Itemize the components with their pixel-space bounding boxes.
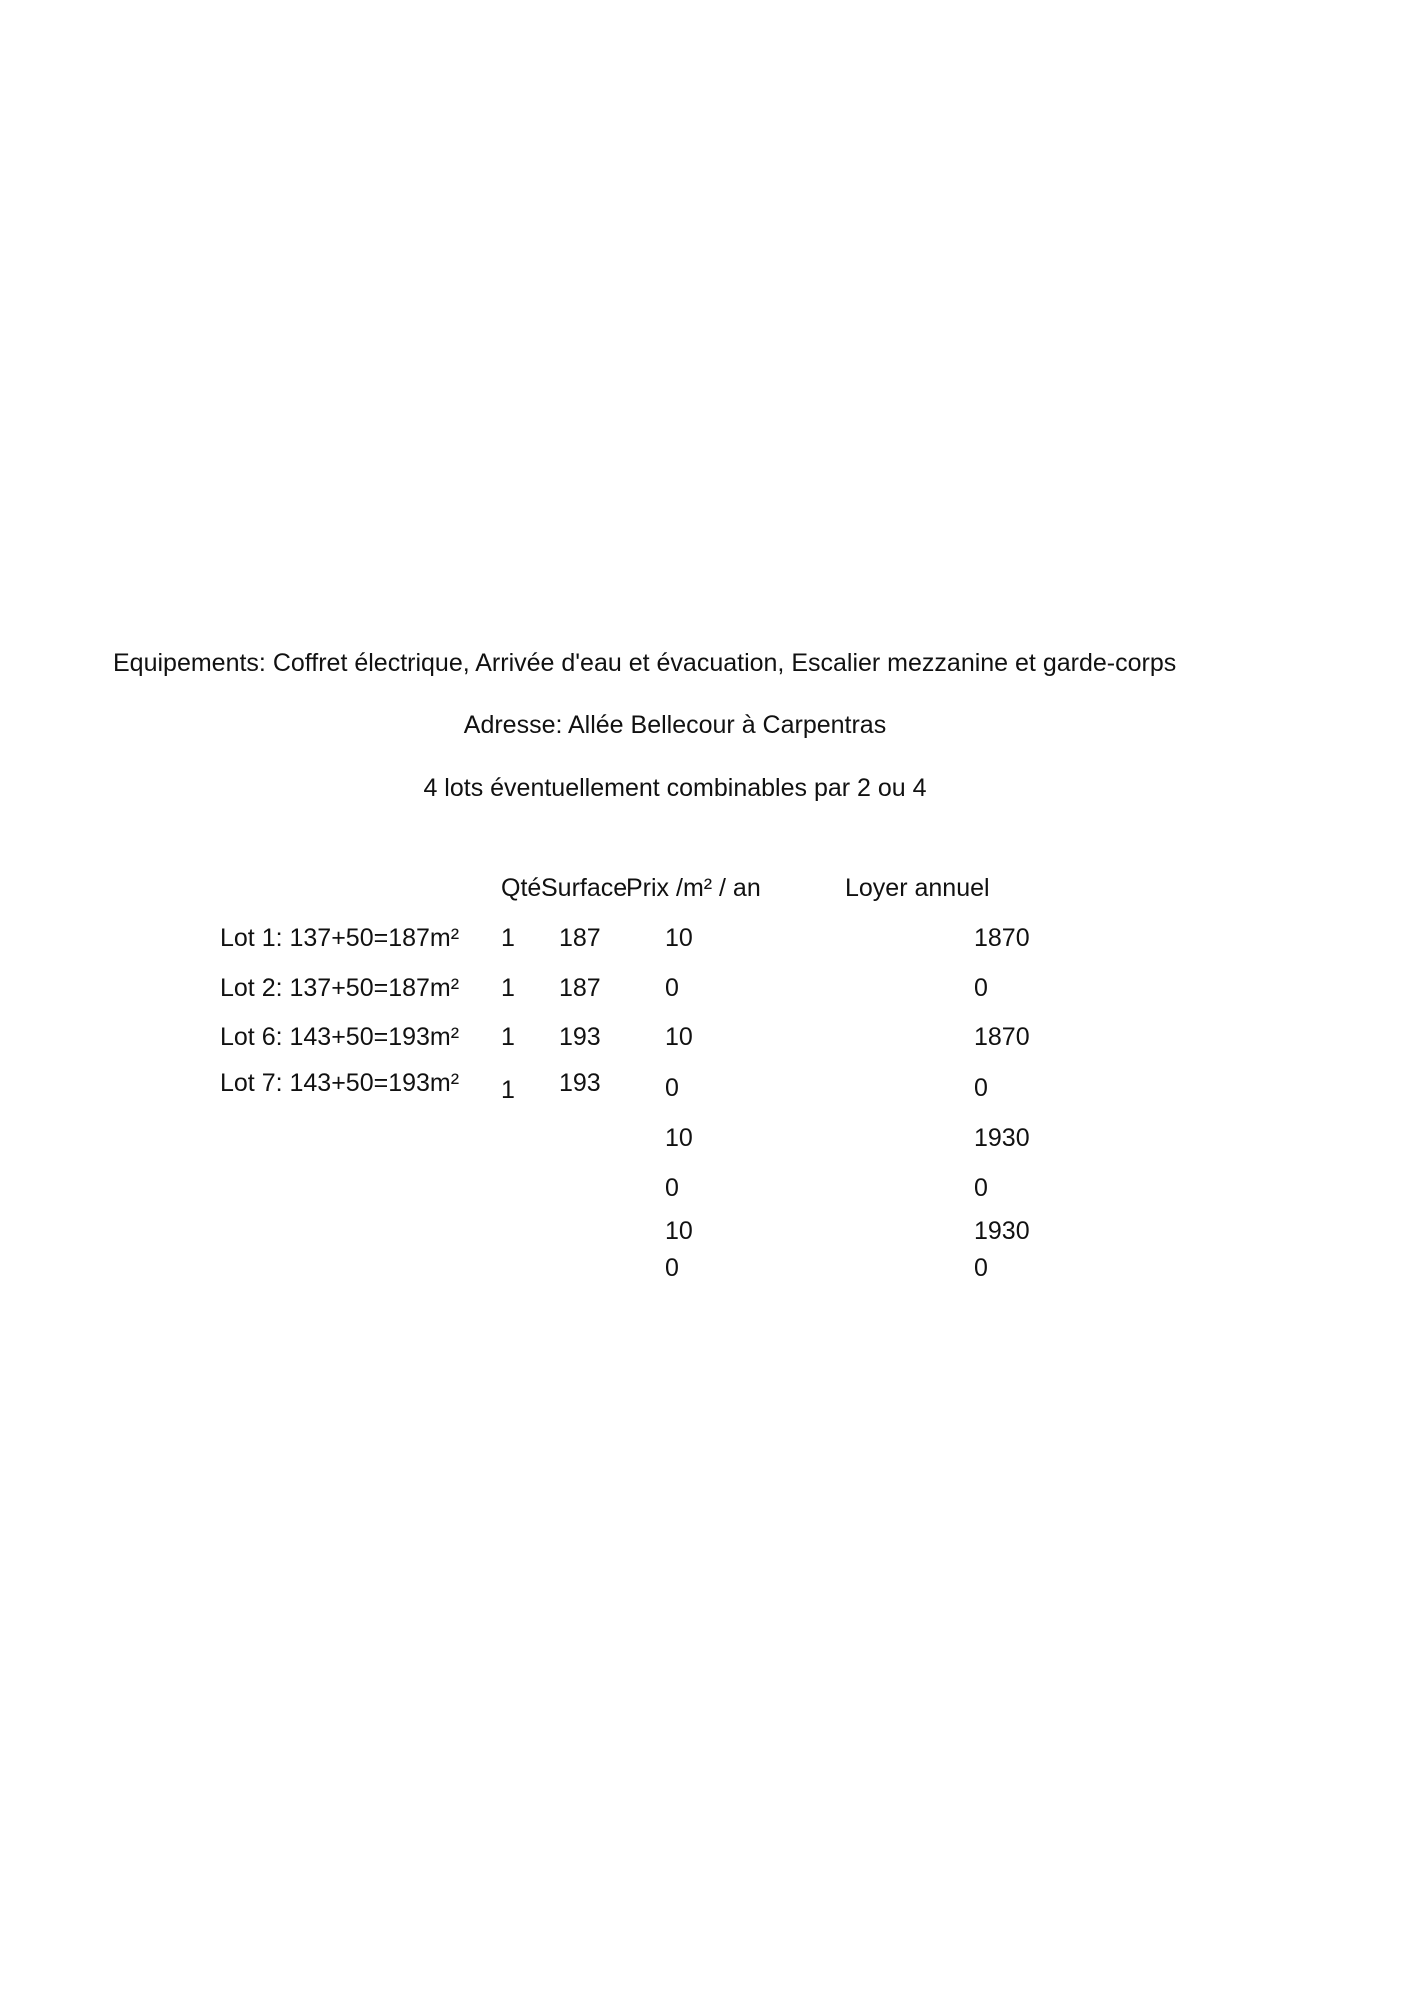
row-1-loyer: 1870	[974, 924, 1030, 952]
row-3-loyer: 1870	[974, 1023, 1030, 1051]
row-4-lot: Lot 7: 143+50=193m²	[220, 1069, 460, 1097]
row-4-prix: 0	[665, 1074, 679, 1102]
row-2-lot: Lot 2: 137+50=187m²	[220, 974, 460, 1002]
adresse-text: Adresse: Allée Bellecour à Carpentras	[463, 711, 887, 739]
row-3-lot: Lot 6: 143+50=193m²	[220, 1023, 460, 1051]
row-1-lot: Lot 1: 137+50=187m²	[220, 924, 460, 952]
row-4-qte: 1	[501, 1076, 515, 1104]
extra-row-3-prix: 10	[665, 1217, 693, 1245]
extra-row-4-prix: 0	[665, 1254, 679, 1282]
row-1-qte: 1	[501, 924, 515, 952]
equipements-text: Equipements: Coffret électrique, Arrivée d'eau et évacuation, Escalier mezzanine et garde-corps	[113, 649, 1177, 677]
row-1-prix: 10	[665, 924, 693, 952]
header-qte: Qté	[501, 874, 542, 902]
lots-note-text: 4 lots éventuellement combinables par 2 ou 4	[423, 774, 927, 802]
row-4-loyer: 0	[974, 1074, 988, 1102]
extra-row-1-prix: 10	[665, 1124, 693, 1152]
extra-row-2-prix: 0	[665, 1174, 679, 1202]
row-1-surface: 187	[559, 924, 601, 952]
extra-row-4-loyer: 0	[974, 1254, 988, 1282]
extra-row-3-loyer: 1930	[974, 1217, 1030, 1245]
row-4-surface: 193	[559, 1069, 601, 1097]
row-3-prix: 10	[665, 1023, 693, 1051]
extra-row-1-loyer: 1930	[974, 1124, 1030, 1152]
header-loyer: Loyer annuel	[845, 874, 990, 902]
header-surface: Surface	[541, 874, 628, 902]
extra-row-2-loyer: 0	[974, 1174, 988, 1202]
row-3-qte: 1	[501, 1023, 515, 1051]
row-2-prix: 0	[665, 974, 679, 1002]
row-2-loyer: 0	[974, 974, 988, 1002]
row-2-qte: 1	[501, 974, 515, 1002]
row-3-surface: 193	[559, 1023, 601, 1051]
header-prix: Prix /m² / an	[626, 874, 761, 902]
row-2-surface: 187	[559, 974, 601, 1002]
